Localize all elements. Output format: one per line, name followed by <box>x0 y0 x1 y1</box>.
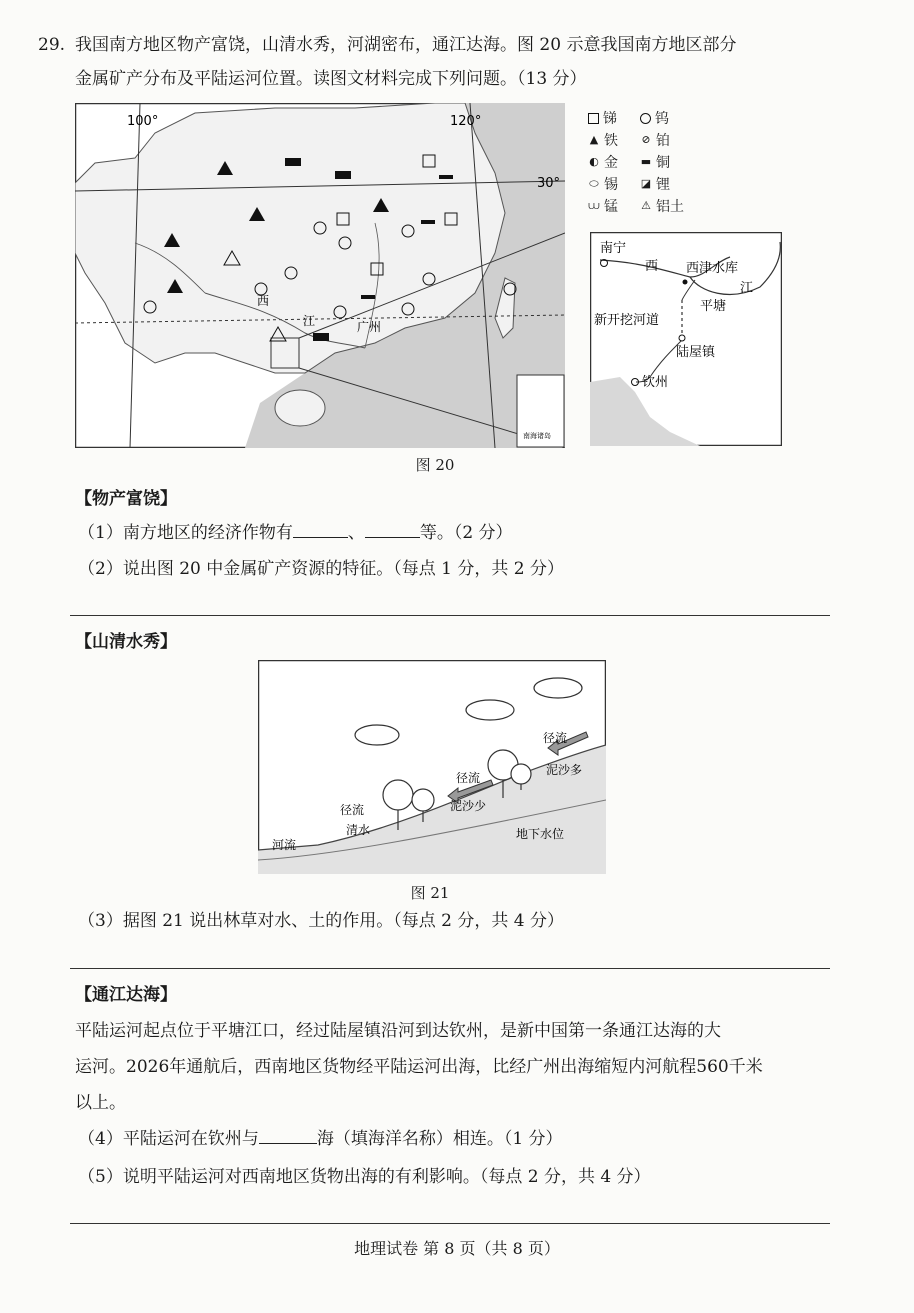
bismuth-icon: ⊘ <box>641 133 651 146</box>
inset-xijin-label: 西津水库 <box>686 261 739 276</box>
legend-label: 铝土 <box>656 199 684 215</box>
map-jiang-label: 江 <box>303 314 316 328</box>
inset-luwu-label: 陆屋镇 <box>676 345 716 360</box>
runoff-label-2: 径流 <box>456 771 481 785</box>
more-silt-label: 泥沙多 <box>546 763 583 777</box>
legend-item <box>588 152 618 172</box>
inset-nanning-label: 南宁 <box>600 241 627 256</box>
section3-title: 【通江达海】 <box>75 985 177 1005</box>
figure20-caption: 图 20 <box>415 456 455 474</box>
q1-answer-blank-2[interactable] <box>365 519 420 538</box>
legend-label: 锰 <box>604 199 618 215</box>
inset-jiang-label: 江 <box>740 281 754 296</box>
legend-label: 锂 <box>656 177 670 193</box>
legend-label: 金 <box>604 155 618 171</box>
clear-water-label: 清水 <box>346 823 371 837</box>
section2-title: 【山清水秀】 <box>75 632 177 652</box>
q4-answer-blank[interactable] <box>259 1125 317 1144</box>
lon-120-label: 120° <box>450 114 482 129</box>
figure20-map <box>75 103 565 448</box>
figure21-diagram <box>258 660 606 874</box>
inset-pingtang-label: 平塘 <box>700 299 727 314</box>
question-3: （3）据图 21 说出林草对水、土的作用。（每点 2 分，共 4 分） <box>78 911 565 931</box>
tungsten-icon <box>640 113 651 124</box>
paragraph-line2: 运河。2026年通航后，西南地区货物经平陆运河出海，比经广州出海缩短内河航程560千米 <box>75 1057 763 1077</box>
lon-100-label: 100° <box>127 114 159 129</box>
legend-item <box>640 196 684 216</box>
legend-label: 铁 <box>604 133 618 149</box>
inset-qinzhou-label: 钦州 <box>642 375 669 390</box>
figure21-caption: 图 21 <box>410 884 450 902</box>
lithium-icon: ◪ <box>640 177 652 190</box>
bauxite-icon: ⚠ <box>641 199 651 212</box>
q4-text-pre: （4）平陆运河在钦州与 <box>78 1129 259 1149</box>
question-stem-line2: 金属矿产分布及平陆运河位置。读图文材料完成下列问题。（13 分） <box>75 69 587 89</box>
less-silt-label: 泥沙少 <box>450 799 487 813</box>
legend-label: 铜 <box>656 155 670 171</box>
paragraph-line1: 平陆运河起点位于平塘江口，经过陆屋镇沿河到达钦州，是新中国第一条通江达海的大 <box>75 1021 721 1041</box>
question-5: （5）说明平陆运河对西南地区货物出海的有利影响。（每点 2 分，共 4 分） <box>78 1167 651 1187</box>
tin-icon: ⬭ <box>589 177 599 190</box>
q1-separator: 、 <box>347 523 365 543</box>
iron-icon: ▲ <box>589 133 599 146</box>
legend-label: 钨 <box>655 111 669 127</box>
gold-icon: ◐ <box>589 155 599 168</box>
map-xi-label: 西 <box>257 294 270 308</box>
map-guangzhou-label: 广州 <box>357 320 382 334</box>
q1-answer-blank-1[interactable] <box>293 519 348 538</box>
inset-canal-label: 新开挖河道 <box>594 313 660 328</box>
page-footer: 地理试卷 第 8 页（共 8 页） <box>354 1239 560 1258</box>
manganese-icon: ⩊ <box>588 199 600 212</box>
q1-text-pre: （1）南方地区的经济作物有 <box>78 523 293 543</box>
q4-text-post: 海（填海洋名称）相连。（1 分） <box>316 1129 563 1149</box>
legend-item <box>640 130 670 150</box>
runoff-label-3: 径流 <box>543 731 568 745</box>
map-nanhai-label: 南海诸岛 <box>523 432 551 440</box>
river-label: 河流 <box>272 838 297 852</box>
q1-text-post: 等。（2 分） <box>419 523 513 543</box>
groundwater-label: 地下水位 <box>516 827 565 841</box>
answer-line[interactable] <box>70 968 830 969</box>
question-2: （2）说出图 20 中金属矿产资源的特征。（每点 1 分，共 2 分） <box>78 559 565 579</box>
legend-label: 铂 <box>656 133 670 149</box>
legend-label: 锡 <box>604 177 618 193</box>
copper-icon: ▬ <box>640 155 652 168</box>
question-1 <box>78 518 513 548</box>
paragraph-line3: 以上。 <box>75 1093 126 1113</box>
antimony-icon <box>588 113 599 124</box>
section1-title: 【物产富饶】 <box>75 489 177 509</box>
question-stem-line1: 我国南方地区物产富饶，山清水秀，河湖密布，通江达海。图 20 示意我国南方地区部分 <box>75 35 737 55</box>
answer-line[interactable] <box>70 1223 830 1224</box>
legend-item <box>640 174 670 194</box>
legend-item <box>588 130 618 150</box>
lat-30-label: 30° <box>537 176 561 191</box>
legend-label: 锑 <box>603 111 617 127</box>
legend-item <box>588 196 618 216</box>
question-number: 29. <box>38 35 66 55</box>
runoff-label-1: 径流 <box>340 803 365 817</box>
legend-item <box>588 174 618 194</box>
question-4 <box>78 1124 563 1154</box>
legend-item <box>588 108 617 128</box>
legend-item <box>640 152 670 172</box>
inset-xi-label: 西 <box>645 259 659 274</box>
answer-line[interactable] <box>70 615 830 616</box>
figure20-inset-map <box>590 232 782 446</box>
legend-item <box>640 108 669 128</box>
figure20-legend <box>588 108 718 223</box>
